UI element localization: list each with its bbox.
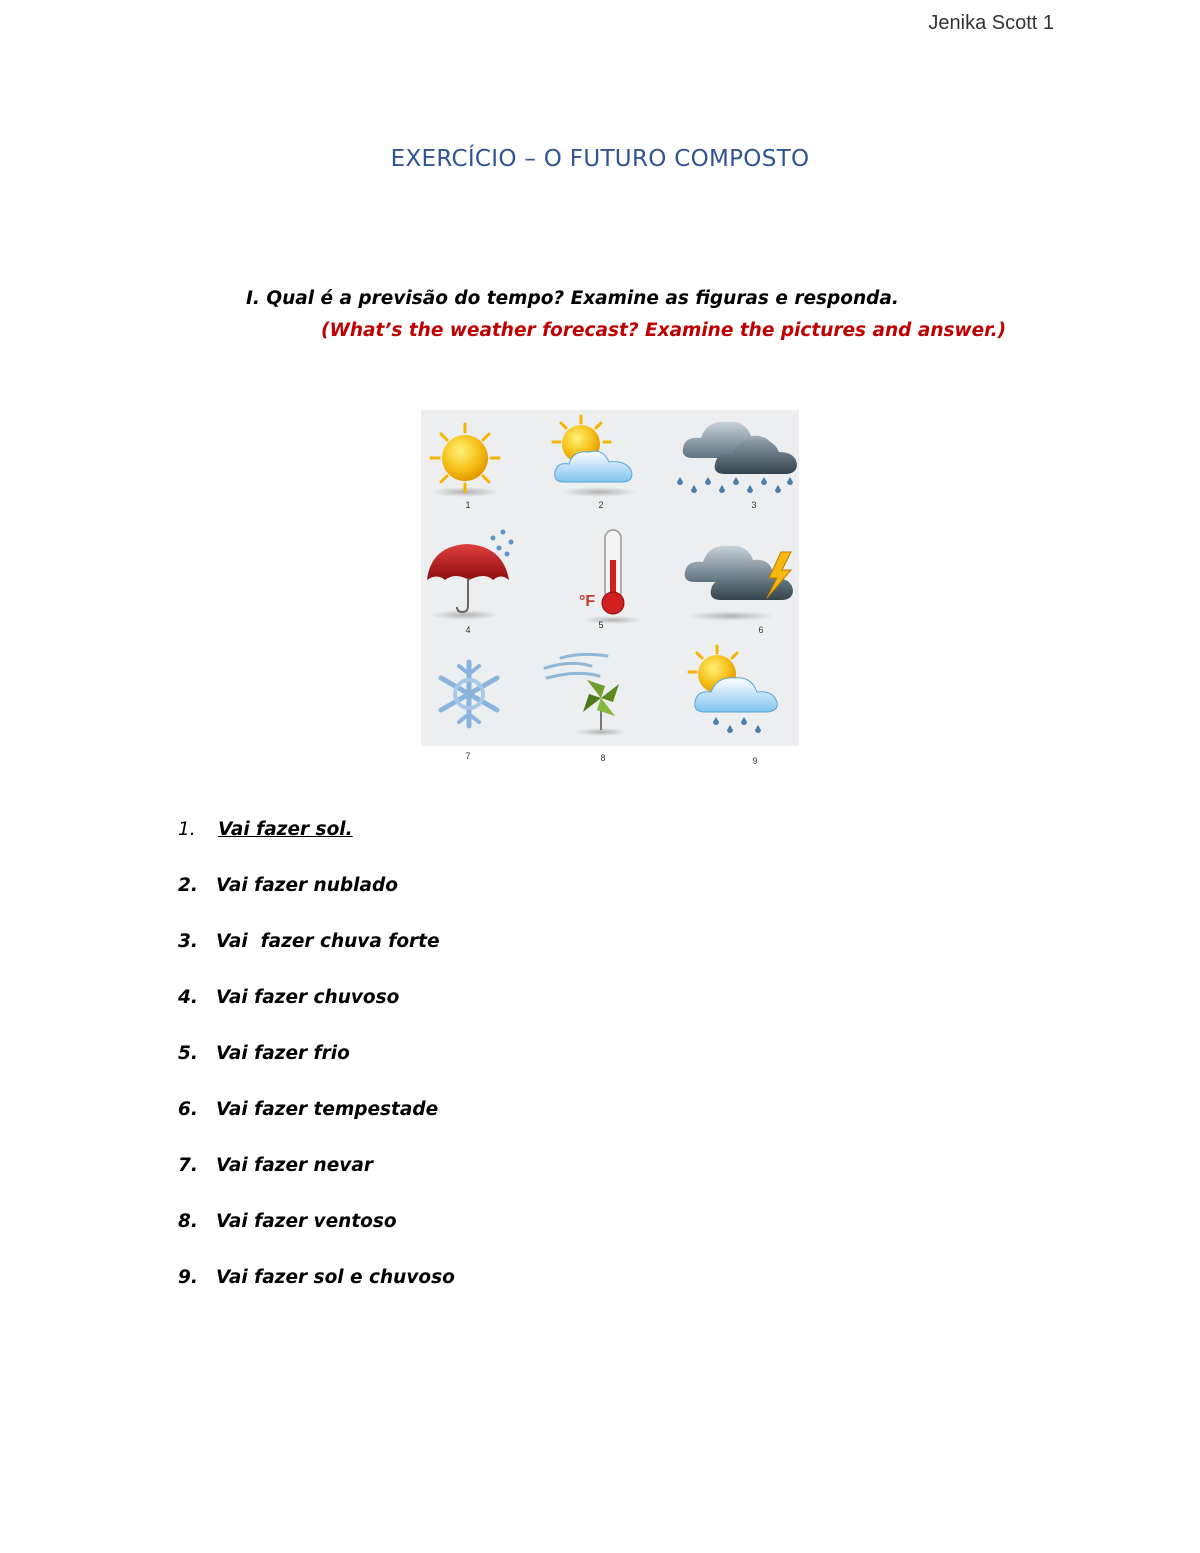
answer-number: 2.: [178, 875, 198, 896]
question-english: (What’s the weather forecast? Examine the pictures and answer.): [321, 320, 1007, 341]
answer-text: Vai fazer nevar: [216, 1155, 373, 1176]
figure-label-2: 2: [598, 500, 604, 510]
answer-number: 8.: [178, 1211, 198, 1232]
answer-item: [178, 873, 455, 929]
answer-number: 9.: [178, 1267, 198, 1288]
figure-label-5: 5: [598, 620, 604, 630]
answer-item: [178, 817, 455, 873]
answer-item: [178, 1209, 455, 1265]
answer-item: [178, 1153, 455, 1209]
answer-item: [178, 929, 455, 985]
answer-text: Vai fazer tempestade: [216, 1099, 439, 1120]
answer-text: Vai fazer frio: [216, 1043, 350, 1064]
figure-label-4: 4: [465, 625, 471, 635]
answer-number: 4.: [178, 987, 198, 1008]
answer-number: 1.: [178, 819, 196, 840]
answer-item: [178, 985, 455, 1041]
answer-text: Vai fazer ventoso: [216, 1211, 397, 1232]
figure-label-6: 6: [758, 625, 764, 635]
answer-item: [178, 1041, 455, 1097]
answer-number: 7.: [178, 1155, 198, 1176]
figure-label-9: 9: [752, 756, 758, 766]
answer-number: 6.: [178, 1099, 198, 1120]
page-title: EXERCÍCIO – O FUTURO COMPOSTO: [390, 146, 810, 172]
answer-text: Vai fazer sol.: [218, 819, 353, 840]
answer-list: [178, 817, 455, 1321]
page-header-author: Jenika Scott 1: [928, 12, 1054, 34]
answer-number: 5.: [178, 1043, 198, 1064]
answer-item: [178, 1097, 455, 1153]
answer-text: Vai fazer chuvoso: [216, 987, 400, 1008]
answer-text: Vai fazer sol e chuvoso: [216, 1267, 455, 1288]
figure-label-7: 7: [465, 751, 471, 761]
answer-item: [178, 1265, 455, 1321]
thermo-unit-label: °F: [579, 593, 596, 610]
answer-text: Vai fazer nublado: [216, 875, 398, 896]
weather-pictures: [421, 410, 799, 806]
answer-text: Vai fazer chuva forte: [216, 931, 440, 952]
question-portuguese: I. Qual é a previsão do tempo? Examine as figuras e responda.: [246, 288, 899, 309]
figure-label-3: 3: [751, 500, 757, 510]
figure-label-8: 8: [600, 753, 606, 763]
answer-number: 3.: [178, 931, 198, 952]
figure-label-1: 1: [465, 500, 471, 510]
